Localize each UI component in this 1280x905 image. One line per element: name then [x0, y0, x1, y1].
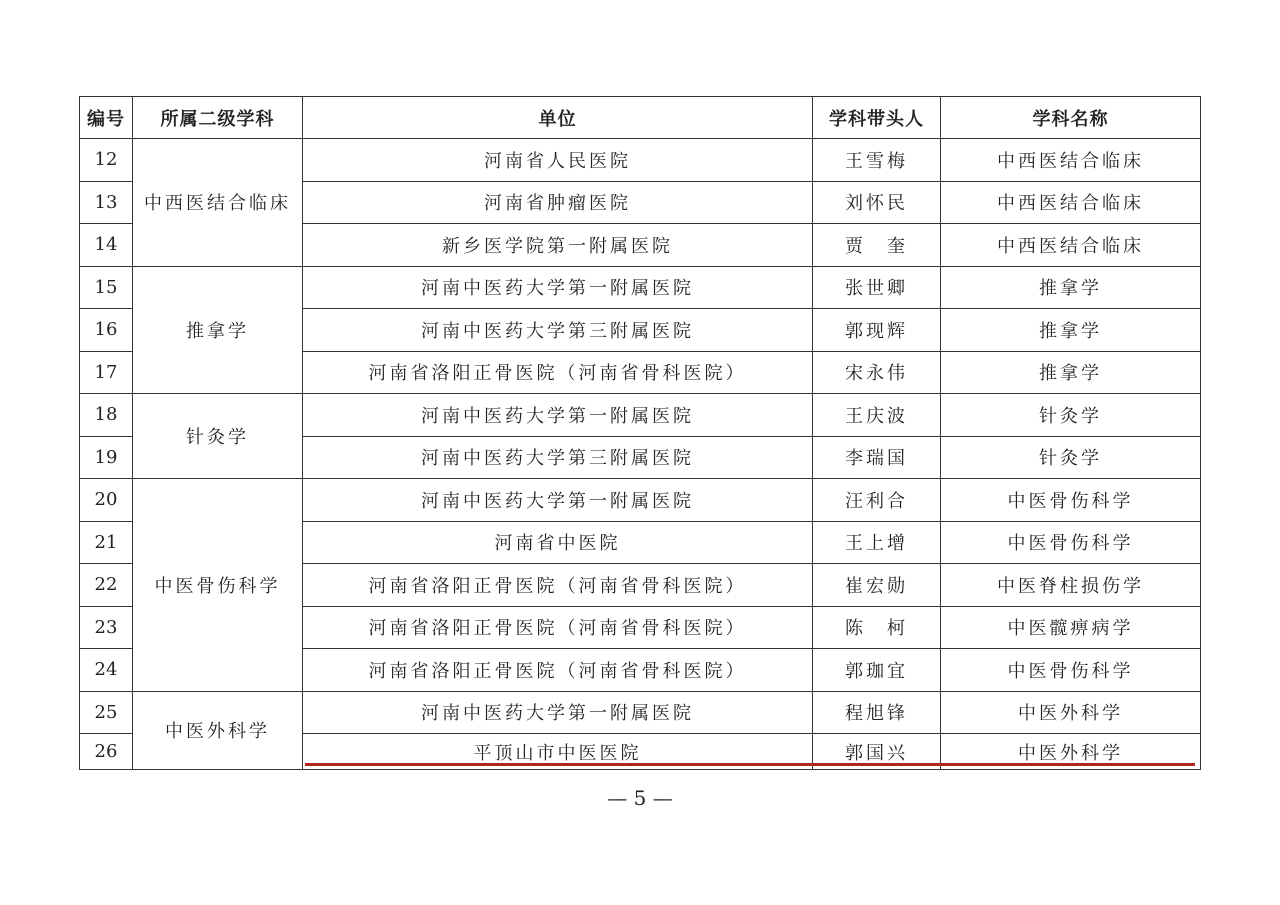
discipline-cell: 中医外科学	[133, 691, 303, 770]
leader-cell: 崔宏勋	[813, 564, 941, 607]
row-number: 15	[80, 266, 133, 309]
leader-cell: 王雪梅	[813, 139, 941, 182]
subject-cell: 针灸学	[941, 394, 1201, 437]
unit-cell: 河南省肿瘤医院	[303, 181, 813, 224]
discipline-cell: 中医骨伤科学	[133, 479, 303, 692]
row-number: 12	[80, 139, 133, 182]
subject-cell: 推拿学	[941, 351, 1201, 394]
leader-cell: 刘怀民	[813, 181, 941, 224]
unit-cell: 河南中医药大学第一附属医院	[303, 691, 813, 734]
unit-cell: 河南省洛阳正骨医院（河南省骨科医院）	[303, 649, 813, 692]
unit-cell: 河南中医药大学第一附属医院	[303, 479, 813, 522]
row-number: 22	[80, 564, 133, 607]
table-row	[80, 691, 1201, 734]
unit-cell: 河南中医药大学第一附属医院	[303, 394, 813, 437]
leader-cell: 郭国兴	[813, 734, 941, 770]
unit-cell: 河南中医药大学第三附属医院	[303, 309, 813, 352]
subject-cell: 中西医结合临床	[941, 224, 1201, 267]
leader-cell: 贾 奎	[813, 224, 941, 267]
unit-cell: 新乡医学院第一附属医院	[303, 224, 813, 267]
table-row	[80, 394, 1201, 437]
table-row	[80, 266, 1201, 309]
subject-cell: 中医脊柱损伤学	[941, 564, 1201, 607]
row-number: 24	[80, 649, 133, 692]
subject-cell: 推拿学	[941, 266, 1201, 309]
header-number: 编号	[80, 97, 133, 139]
row-number: 13	[80, 181, 133, 224]
unit-cell: 河南中医药大学第三附属医院	[303, 436, 813, 479]
unit-cell: 河南中医药大学第一附属医院	[303, 266, 813, 309]
unit-cell: 河南省洛阳正骨医院（河南省骨科医院）	[303, 351, 813, 394]
leader-cell: 陈 柯	[813, 606, 941, 649]
row-number: 20	[80, 479, 133, 522]
row-number: 19	[80, 436, 133, 479]
leader-cell: 郭珈宜	[813, 649, 941, 692]
unit-cell: 平顶山市中医医院	[303, 734, 813, 770]
subject-cell: 针灸学	[941, 436, 1201, 479]
unit-cell: 河南省洛阳正骨医院（河南省骨科医院）	[303, 606, 813, 649]
row-number: 18	[80, 394, 133, 437]
unit-cell: 河南省洛阳正骨医院（河南省骨科医院）	[303, 564, 813, 607]
table-row	[80, 139, 1201, 182]
discipline-cell: 中西医结合临床	[133, 139, 303, 267]
leader-cell: 王上增	[813, 521, 941, 564]
row-number: 17	[80, 351, 133, 394]
unit-cell: 河南省人民医院	[303, 139, 813, 182]
subject-cell: 中西医结合临床	[941, 181, 1201, 224]
subject-cell: 中医外科学	[941, 691, 1201, 734]
header-leader: 学科带头人	[813, 97, 941, 139]
header-unit: 单位	[303, 97, 813, 139]
leader-cell: 郭现辉	[813, 309, 941, 352]
subject-cell: 中医外科学	[941, 734, 1201, 770]
subject-cell: 中西医结合临床	[941, 139, 1201, 182]
row-number: 21	[80, 521, 133, 564]
leader-cell: 汪利合	[813, 479, 941, 522]
subject-cell: 推拿学	[941, 309, 1201, 352]
leader-cell: 张世卿	[813, 266, 941, 309]
discipline-cell: 推拿学	[133, 266, 303, 394]
header-discipline: 所属二级学科	[133, 97, 303, 139]
row-number: 16	[80, 309, 133, 352]
discipline-table	[79, 96, 1201, 770]
leader-cell: 李瑞国	[813, 436, 941, 479]
header-subject: 学科名称	[941, 97, 1201, 139]
page-number: — 5 —	[607, 786, 673, 810]
leader-cell: 程旭锋	[813, 691, 941, 734]
red-rule-line	[305, 763, 1195, 766]
row-number: 14	[80, 224, 133, 267]
table-header-row	[80, 97, 1201, 139]
row-number: 26	[80, 734, 133, 770]
subject-cell: 中医骨伤科学	[941, 521, 1201, 564]
discipline-cell: 针灸学	[133, 394, 303, 479]
unit-cell: 河南省中医院	[303, 521, 813, 564]
subject-cell: 中医骨伤科学	[941, 479, 1201, 522]
subject-cell: 中医髋痹病学	[941, 606, 1201, 649]
subject-cell: 中医骨伤科学	[941, 649, 1201, 692]
leader-cell: 王庆波	[813, 394, 941, 437]
row-number: 25	[80, 691, 133, 734]
leader-cell: 宋永伟	[813, 351, 941, 394]
row-number: 23	[80, 606, 133, 649]
table-row	[80, 479, 1201, 522]
